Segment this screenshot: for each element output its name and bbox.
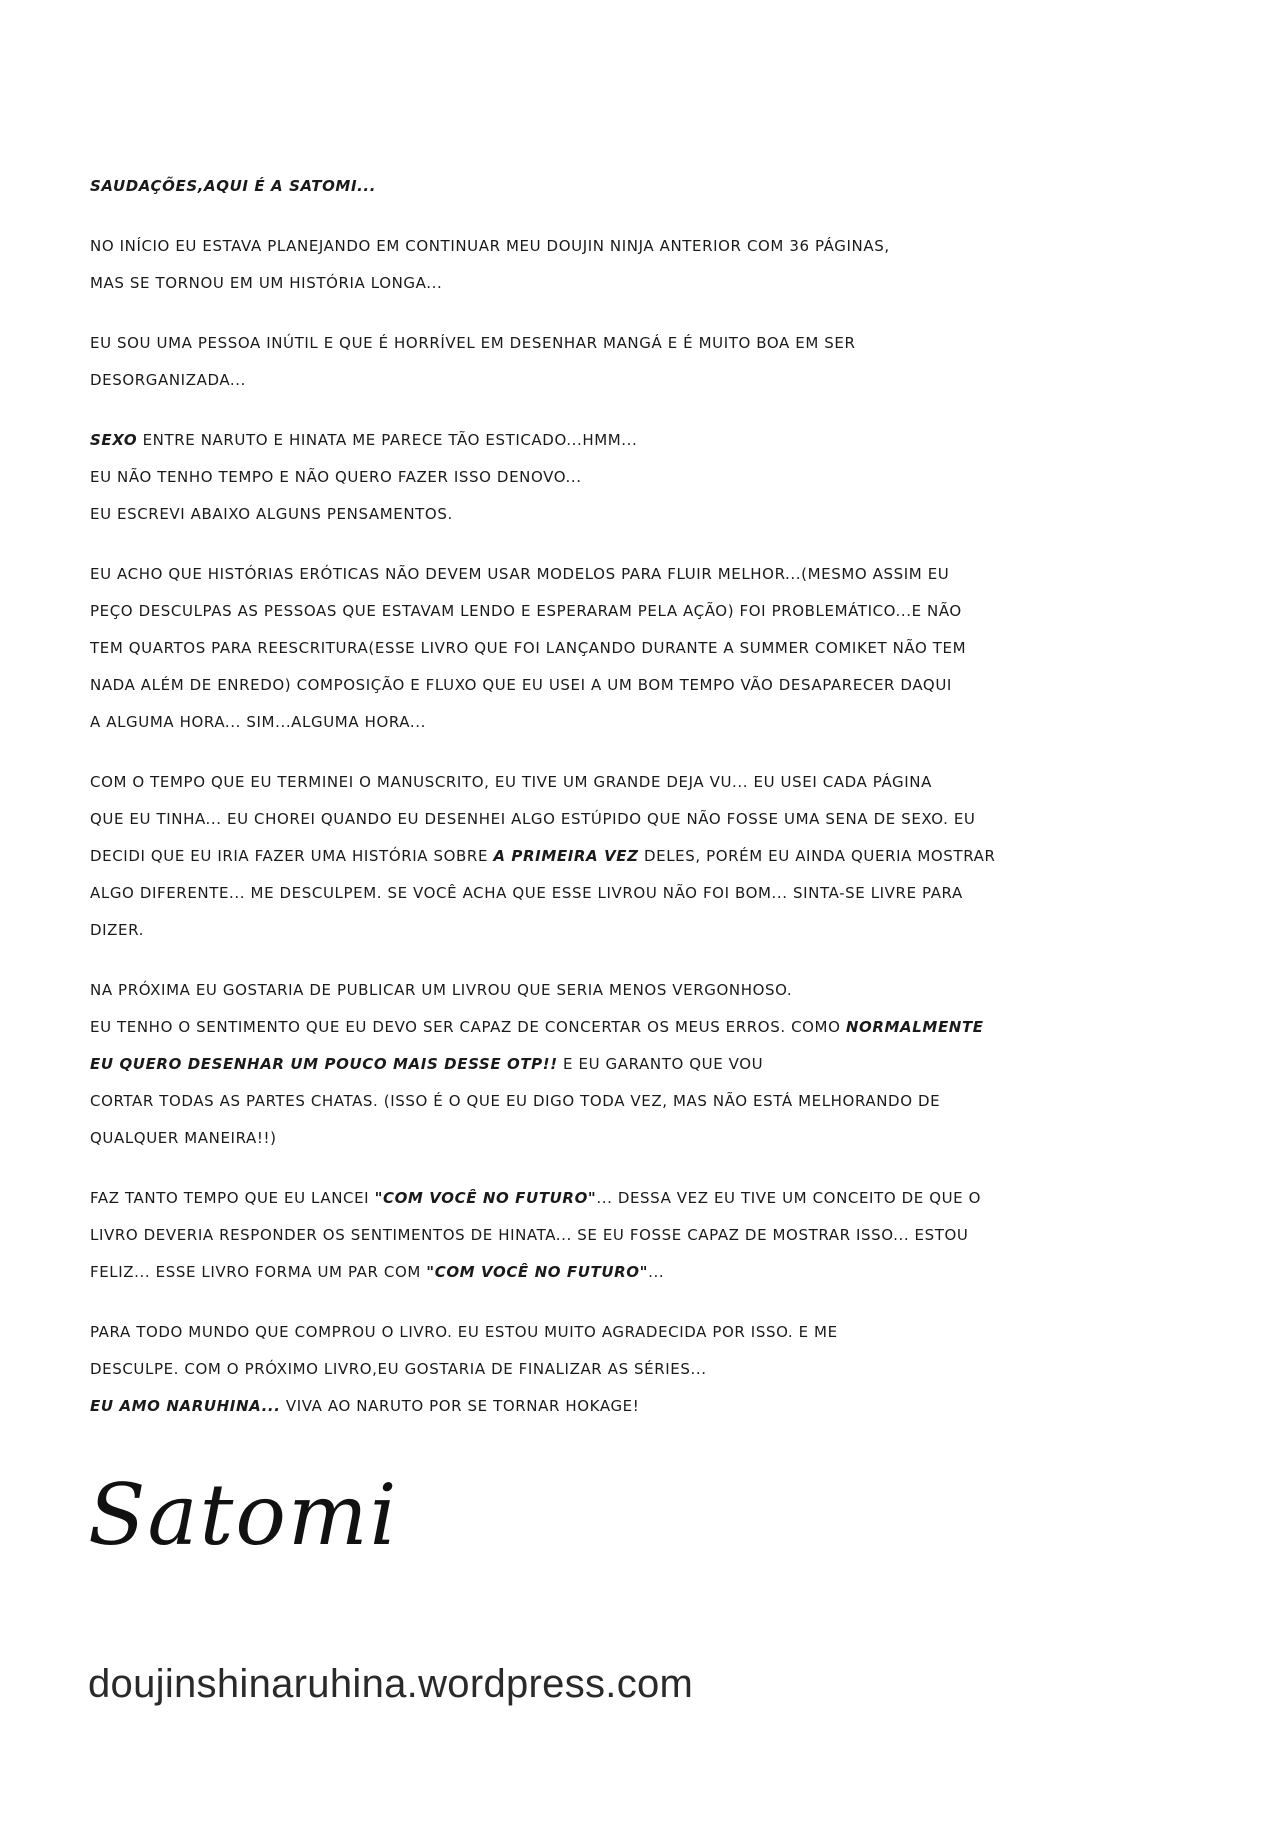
- paragraph-text: ... DESSA VEZ EU TIVE UM CONCEITO DE QUE O: [596, 1189, 982, 1207]
- paragraph-line: PARA TODO MUNDO QUE COMPROU O LIVRO. EU ESTOU MUITO AGRADECIDA POR ISSO. E ME: [90, 1323, 838, 1341]
- paragraph-text: EU TENHO O SENTIMENTO QUE EU DEVO SER CAPAZ DE CONCERTAR OS MEUS ERROS. COMO: [90, 1018, 846, 1036]
- paragraph-line: EU NÃO TENHO TEMPO E NÃO QUERO FAZER ISSO DENOVO...: [90, 468, 582, 486]
- paragraph-5: [90, 764, 1150, 949]
- paragraph-7: [90, 1180, 1150, 1291]
- paragraph-line: [90, 1254, 1150, 1291]
- paragraph-2: [90, 325, 1150, 399]
- emphasis-text: EU AMO NARUHINA...: [90, 1397, 281, 1415]
- paragraph-line: NO INÍCIO EU ESTAVA PLANEJANDO EM CONTINUAR MEU DOUJIN NINJA ANTERIOR COM 36 PÁGINAS,: [90, 237, 890, 255]
- paragraph-line: PEÇO DESCULPAS AS PESSOAS QUE ESTAVAM LENDO E ESPERARAM PELA AÇÃO) FOI PROBLEMÁTICO...E NÃO: [90, 602, 962, 620]
- paragraph-6: [90, 972, 1150, 1157]
- paragraph-line: CORTAR TODAS AS PARTES CHATAS. (ISSO É O QUE EU DIGO TODA VEZ, MAS NÃO ESTÁ MELHORANDO DE: [90, 1092, 941, 1110]
- paragraph-line: EU ESCREVI ABAIXO ALGUNS PENSAMENTOS.: [90, 505, 453, 523]
- paragraph-line: QUALQUER MANEIRA!!): [90, 1129, 277, 1147]
- paragraph-text: FAZ TANTO TEMPO QUE EU LANCEI: [90, 1189, 375, 1207]
- emphasis-text: NORMALMENTE: [845, 1018, 984, 1036]
- paragraph-text: E EU GARANTO QUE VOU: [557, 1055, 764, 1073]
- paragraph-line: [90, 1009, 1150, 1046]
- paragraph-line: A ALGUMA HORA... SIM...ALGUMA HORA...: [90, 713, 426, 731]
- paragraph-8: [90, 1314, 1150, 1425]
- paragraph-line: EU SOU UMA PESSOA INÚTIL E QUE É HORRÍVEL EM DESENHAR MANGÁ E É MUITO BOA EM SER: [90, 334, 856, 352]
- paragraph-line: [90, 1180, 1150, 1217]
- paragraph-line: COM O TEMPO QUE EU TERMINEI O MANUSCRITO, EU TIVE UM GRANDE DEJA VU... EU USEI CADA PÁGINA: [90, 773, 932, 791]
- paragraph-3: [90, 422, 1150, 533]
- website-url: doujinshinaruhina.wordpress.com: [88, 1662, 694, 1706]
- emphasis-text: "COM VOCÊ NO FUTURO": [374, 1189, 597, 1207]
- emphasis-text: EU QUERO DESENHAR UM POUCO MAIS DESSE OTP!!: [90, 1055, 558, 1073]
- paragraph-line: TEM QUARTOS PARA REESCRITURA(ESSE LIVRO QUE FOI LANÇANDO DURANTE A SUMMER COMIKET NÃO TEM: [90, 639, 967, 657]
- paragraph-line: NADA ALÉM DE ENREDO) COMPOSIÇÃO E FLUXO QUE EU USEI A UM BOM TEMPO VÃO DESAPARECER DAQUI: [90, 676, 952, 694]
- paragraph-line: [90, 1046, 1150, 1083]
- paragraph-line: [90, 838, 1150, 875]
- paragraph-line: DESCULPE. COM O PRÓXIMO LIVRO,EU GOSTARIA DE FINALIZAR AS SÉRIES...: [90, 1360, 707, 1378]
- paragraph-text: VIVA AO NARUTO POR SE TORNAR HOKAGE!: [280, 1397, 640, 1415]
- emphasis-text: A PRIMEIRA VEZ: [493, 847, 639, 865]
- paragraph-text: DELES, PORÉM EU AINDA QUERIA MOSTRAR: [638, 847, 996, 865]
- paragraph-line: ALGO DIFERENTE... ME DESCULPEM. SE VOCÊ ACHA QUE ESSE LIVROU NÃO FOI BOM... SINTA-SE LIVRE PARA: [90, 884, 963, 902]
- signature: Satomi: [88, 1466, 399, 1564]
- emphasis-text: "COM VOCÊ NO FUTURO": [426, 1263, 649, 1281]
- paragraph-text: FELIZ... ESSE LIVRO FORMA UM PAR COM: [90, 1263, 427, 1281]
- paragraph-line: EU ACHO QUE HISTÓRIAS ERÓTICAS NÃO DEVEM USAR MODELOS PARA FLUIR MELHOR...(MESMO ASSIM EU: [90, 565, 950, 583]
- paragraph-line: QUE EU TINHA... EU CHOREI QUANDO EU DESENHEI ALGO ESTÚPIDO QUE NÃO FOSSE UMA SENA DE SEXO. EU: [90, 810, 976, 828]
- paragraph-line: [90, 422, 1150, 459]
- paragraph-1: [90, 228, 1150, 302]
- letter-body: [90, 168, 1150, 1425]
- paragraph-line: LIVRO DEVERIA RESPONDER OS SENTIMENTOS DE HINATA... SE EU FOSSE CAPAZ DE MOSTRAR ISSO... ESTOU: [90, 1226, 969, 1244]
- greeting: SAUDAÇÕES,AQUI É A SATOMI...: [90, 177, 377, 195]
- paragraph-4: [90, 556, 1150, 741]
- paragraph-line: DIZER.: [90, 921, 144, 939]
- paragraph-text: DECIDI QUE EU IRIA FAZER UMA HISTÓRIA SOBRE: [90, 847, 494, 865]
- paragraph-line: NA PRÓXIMA EU GOSTARIA DE PUBLICAR UM LIVROU QUE SERIA MENOS VERGONHOSO.: [90, 981, 793, 999]
- paragraph-line: DESORGANIZADA...: [90, 371, 247, 389]
- paragraph-line: [90, 1388, 1150, 1425]
- paragraph-text: ENTRE NARUTO E HINATA ME PARECE TÃO ESTICADO...HMM...: [137, 431, 638, 449]
- paragraph-line: MAS SE TORNOU EM UM HISTÓRIA LONGA...: [90, 274, 443, 292]
- paragraph-text: ...: [648, 1263, 665, 1281]
- emphasis-text: SEXO: [90, 431, 138, 449]
